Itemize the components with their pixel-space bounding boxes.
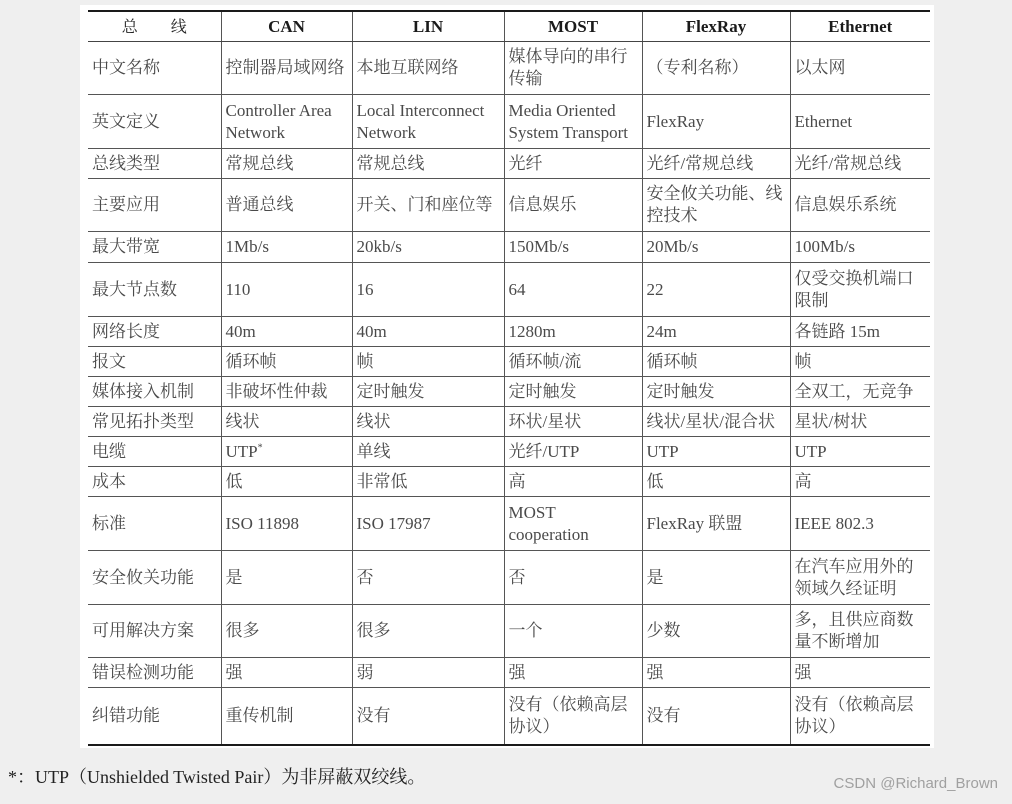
cell-flexray <box>642 551 790 605</box>
cell-text: 低 <box>646 471 664 491</box>
cell-flexray <box>642 149 790 179</box>
cell-most <box>504 317 642 347</box>
cell-can <box>221 263 352 317</box>
row-label: 标准 <box>88 497 221 551</box>
cell-ethernet <box>790 263 930 317</box>
cell-text: 1Mb/s <box>225 237 269 256</box>
row-label: 媒体接入机制 <box>88 377 221 407</box>
cell-text: MOST cooperation <box>508 502 589 544</box>
cell-text: 是 <box>225 567 243 587</box>
cell-text: 以太网 <box>794 58 846 77</box>
row-label: 主要应用 <box>88 179 221 232</box>
cell-text: 20kb/s <box>356 237 402 256</box>
cell-text: 媒体导向的串行传输 <box>508 47 628 88</box>
cell-lin <box>352 467 504 497</box>
cell-can <box>221 347 352 377</box>
cell-text: Media Oriented System Transport <box>508 100 628 142</box>
cell-ethernet <box>790 551 930 605</box>
cell-ethernet <box>790 377 930 407</box>
cell-text: 22 <box>646 279 664 299</box>
cell-ethernet <box>790 605 930 658</box>
cell-can <box>221 42 352 95</box>
cell-text: 100Mb/s <box>794 237 855 256</box>
cell-text: 控制器局域网络 <box>225 58 345 77</box>
row-label: 最大带宽 <box>88 232 221 263</box>
cell-text: FlexRay <box>646 111 705 131</box>
cell-text: 没有 <box>646 705 681 725</box>
cell-text: 重传机制 <box>225 705 294 725</box>
cell-text: 帧 <box>356 351 374 371</box>
table-row <box>88 605 930 658</box>
cell-text: 16 <box>356 279 374 299</box>
cell-lin <box>352 95 504 149</box>
table-row <box>88 232 930 263</box>
cell-text: 40m <box>356 321 387 341</box>
cell-text: IEEE 802.3 <box>794 513 874 533</box>
cell-text: 定时触发 <box>646 381 715 401</box>
cell-can <box>221 232 352 263</box>
cell-text: Local Interconnect Network <box>356 100 485 142</box>
watermark: CSDN @Richard_Brown <box>833 775 998 792</box>
cell-can <box>221 377 352 407</box>
cell-text: 信息娱乐 <box>508 195 577 214</box>
cell-ethernet <box>790 42 930 95</box>
cell-can <box>221 467 352 497</box>
cell-text: 本地互联网络 <box>356 58 459 77</box>
cell-text: 光纤 <box>508 153 543 173</box>
cell-ethernet <box>790 688 930 745</box>
cell-ethernet <box>790 232 930 263</box>
table-row <box>88 42 930 95</box>
table-row <box>88 407 930 437</box>
cell-text: 循环帧 <box>225 351 277 371</box>
cell-text: Controller Area Network <box>225 100 332 142</box>
cell-ethernet <box>790 149 930 179</box>
table-row <box>88 263 930 317</box>
cell-text: 环状/星状 <box>508 411 582 431</box>
cell-text: 常规总线 <box>356 153 425 173</box>
footnote: *：UTP（Unshielded Twisted Pair）为非屏蔽双绞线。 <box>8 767 426 787</box>
cell-text: 是 <box>646 567 664 587</box>
cell-lin <box>352 551 504 605</box>
cell-most <box>504 437 642 467</box>
cell-text: 高 <box>508 471 526 491</box>
cell-text: 帧 <box>794 351 812 371</box>
cell-can <box>221 95 352 149</box>
cell-can <box>221 497 352 551</box>
cell-flexray <box>642 688 790 745</box>
cell-text: FlexRay 联盟 <box>646 513 743 533</box>
header-flexray: FlexRay <box>642 11 790 42</box>
cell-can <box>221 149 352 179</box>
cell-flexray <box>642 407 790 437</box>
cell-text: 开关、门和座位等 <box>356 195 493 214</box>
cell-most <box>504 149 642 179</box>
cell-lin <box>352 263 504 317</box>
cell-text: 在汽车应用外的领域久经证明 <box>794 556 914 598</box>
cell-text: 非破坏性仲裁 <box>225 381 328 401</box>
cell-most <box>504 497 642 551</box>
cell-lin <box>352 149 504 179</box>
cell-flexray <box>642 95 790 149</box>
cell-lin <box>352 232 504 263</box>
cell-most <box>504 658 642 688</box>
table-row <box>88 551 930 605</box>
row-label: 中文名称 <box>88 42 221 95</box>
cell-text: 150Mb/s <box>508 237 569 256</box>
cell-flexray <box>642 497 790 551</box>
cell-text: ISO 17987 <box>356 513 431 533</box>
cell-text: ISO 11898 <box>225 513 300 533</box>
cell-text: 星状/树状 <box>794 411 868 431</box>
cell-ethernet <box>790 467 930 497</box>
cell-most <box>504 95 642 149</box>
cell-text: （专利名称） <box>646 58 749 77</box>
cell-ethernet <box>790 407 930 437</box>
cell-text: 否 <box>356 567 374 587</box>
cell-lin <box>352 605 504 658</box>
table-row <box>88 317 930 347</box>
cell-most <box>504 688 642 745</box>
table-row <box>88 688 930 745</box>
cell-text: 光纤/常规总线 <box>646 153 754 173</box>
cell-ethernet <box>790 658 930 688</box>
cell-lin <box>352 377 504 407</box>
row-label: 最大节点数 <box>88 263 221 317</box>
cell-text: UTP <box>225 441 258 461</box>
cell-most <box>504 551 642 605</box>
row-label: 安全攸关功能 <box>88 551 221 605</box>
cell-text: 少数 <box>646 621 681 640</box>
table-row <box>88 149 930 179</box>
cell-text: 线状 <box>356 411 391 431</box>
cell-most <box>504 377 642 407</box>
cell-text: 仅受交换机端口限制 <box>794 268 914 310</box>
cell-text: 64 <box>508 279 526 299</box>
header-bus: 总 线 <box>88 11 221 42</box>
cell-lin <box>352 497 504 551</box>
row-label: 网络长度 <box>88 317 221 347</box>
cell-lin <box>352 42 504 95</box>
cell-text: 一个 <box>508 621 543 640</box>
cell-ethernet <box>790 179 930 232</box>
cell-most <box>504 347 642 377</box>
row-label: 成本 <box>88 467 221 497</box>
cell-text: 没有（依赖高层协议） <box>508 694 628 736</box>
cell-most <box>504 42 642 95</box>
cell-ethernet <box>790 317 930 347</box>
cell-text: 强 <box>646 662 664 682</box>
cell-text: 强 <box>794 662 812 682</box>
cell-can <box>221 317 352 347</box>
cell-text: 光纤/常规总线 <box>794 153 902 173</box>
cell-flexray <box>642 42 790 95</box>
cell-most <box>504 232 642 263</box>
cell-can <box>221 688 352 745</box>
row-label: 错误检测功能 <box>88 658 221 688</box>
cell-text: 非常低 <box>356 471 408 491</box>
header-lin: LIN <box>352 11 504 42</box>
row-label: 英文定义 <box>88 95 221 149</box>
cell-can <box>221 179 352 232</box>
cell-text: 光纤/UTP <box>508 441 580 461</box>
table-row <box>88 377 930 407</box>
cell-text: Ethernet <box>794 111 853 131</box>
cell-most <box>504 605 642 658</box>
cell-text: 20Mb/s <box>646 237 699 256</box>
cell-ethernet <box>790 95 930 149</box>
cell-lin <box>352 407 504 437</box>
cell-most <box>504 179 642 232</box>
cell-text: 线状 <box>225 411 260 431</box>
footnote-marker: * <box>257 441 263 453</box>
cell-text: 低 <box>225 471 243 491</box>
cell-flexray <box>642 179 790 232</box>
cell-text: UTP <box>794 441 827 461</box>
cell-text: UTP <box>646 441 679 461</box>
row-label: 可用解决方案 <box>88 605 221 658</box>
cell-lin <box>352 688 504 745</box>
cell-ethernet <box>790 437 930 467</box>
table-row <box>88 437 930 467</box>
cell-can <box>221 407 352 437</box>
cell-text: 定时触发 <box>356 381 425 401</box>
cell-flexray <box>642 658 790 688</box>
cell-lin <box>352 317 504 347</box>
cell-text: 40m <box>225 321 256 341</box>
cell-text: 循环帧/流 <box>508 351 582 371</box>
cell-flexray <box>642 605 790 658</box>
cell-flexray <box>642 317 790 347</box>
row-label: 报文 <box>88 347 221 377</box>
table-row <box>88 179 930 232</box>
bus-comparison-table <box>88 10 930 746</box>
cell-can <box>221 551 352 605</box>
row-label: 纠错功能 <box>88 688 221 745</box>
cell-text: 很多 <box>225 621 260 640</box>
table-row <box>88 95 930 149</box>
cell-lin <box>352 347 504 377</box>
cell-most <box>504 467 642 497</box>
table-header-row <box>88 11 930 42</box>
table-row <box>88 467 930 497</box>
cell-flexray <box>642 347 790 377</box>
cell-text: 没有（依赖高层协议） <box>794 694 914 736</box>
cell-can <box>221 658 352 688</box>
cell-lin <box>352 179 504 232</box>
cell-flexray <box>642 437 790 467</box>
cell-text: 24m <box>646 321 677 341</box>
cell-flexray <box>642 467 790 497</box>
cell-most <box>504 407 642 437</box>
cell-text: 高 <box>794 471 812 491</box>
table-row <box>88 497 930 551</box>
cell-text: 强 <box>508 662 526 682</box>
header-can: CAN <box>221 11 352 42</box>
cell-text: 定时触发 <box>508 381 577 401</box>
cell-text: 安全攸关功能、线控技术 <box>646 184 783 225</box>
cell-text: 信息娱乐系统 <box>794 195 897 214</box>
table-row <box>88 347 930 377</box>
cell-text: 多，且供应商数量不断增加 <box>794 610 914 651</box>
table-row <box>88 658 930 688</box>
header-ethernet: Ethernet <box>790 11 930 42</box>
cell-can <box>221 437 352 467</box>
row-label: 总线类型 <box>88 149 221 179</box>
cell-can <box>221 605 352 658</box>
row-label: 常见拓扑类型 <box>88 407 221 437</box>
cell-flexray <box>642 232 790 263</box>
cell-text: 强 <box>225 662 243 682</box>
cell-text: 全双工，无竞争 <box>794 381 914 401</box>
cell-lin <box>352 437 504 467</box>
header-most: MOST <box>504 11 642 42</box>
cell-most <box>504 263 642 317</box>
cell-text: 否 <box>508 567 526 587</box>
cell-flexray <box>642 377 790 407</box>
cell-ethernet <box>790 497 930 551</box>
row-label: 电缆 <box>88 437 221 467</box>
cell-text: 常规总线 <box>225 153 294 173</box>
cell-text: 循环帧 <box>646 351 698 371</box>
cell-text: 线状/星状/混合状 <box>646 411 775 431</box>
cell-text: 110 <box>225 279 251 299</box>
cell-text: 弱 <box>356 662 374 682</box>
cell-text: 各链路 15m <box>794 321 880 341</box>
cell-flexray <box>642 263 790 317</box>
cell-text: 单线 <box>356 441 391 461</box>
cell-text: 普通总线 <box>225 195 294 214</box>
cell-ethernet <box>790 347 930 377</box>
cell-text: 1280m <box>508 321 556 341</box>
cell-text: 没有 <box>356 705 391 725</box>
cell-text: 很多 <box>356 621 391 640</box>
cell-lin <box>352 658 504 688</box>
